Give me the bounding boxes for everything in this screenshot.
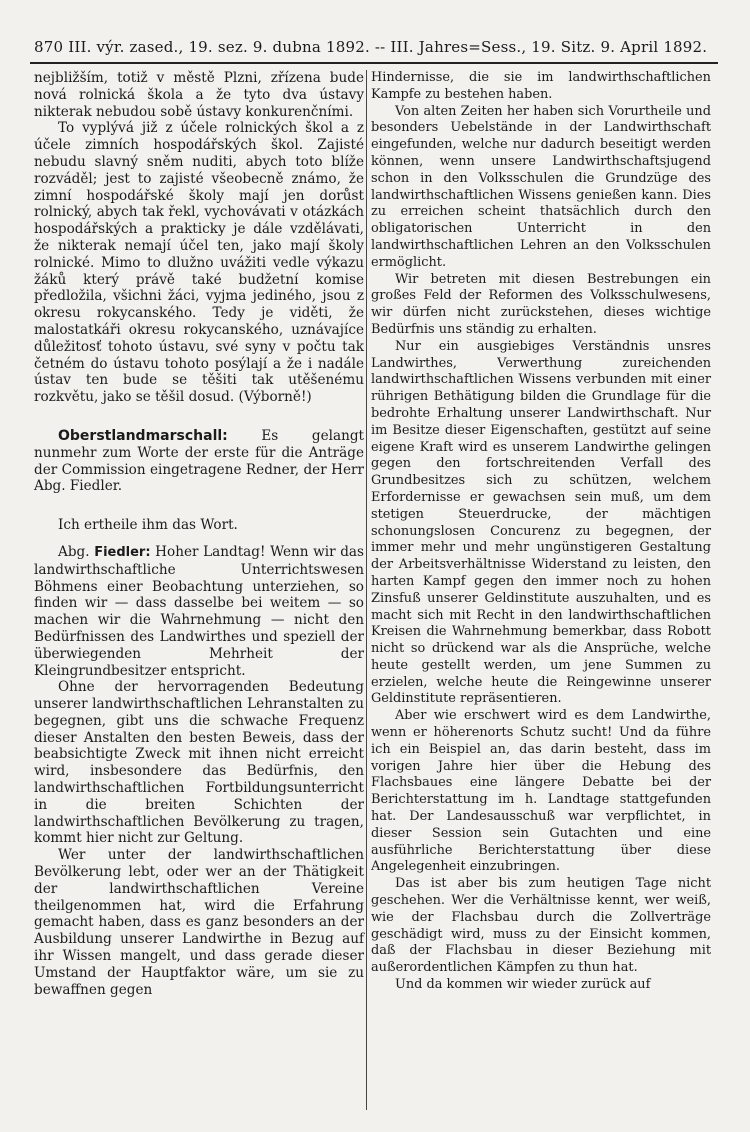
- paragraph: Und da kommen wir wieder zurück auf: [395, 977, 651, 993]
- page-header: 870 III. výr. zased., 19. sez. 9. dubna 1892. -- III. Jahres=Sess., 19. Sitz. 9. April 1892.: [34, 38, 708, 56]
- paragraph: Aber wie erschwert wird es dem Landwirthe, wenn er höherenorts Schutz sucht! Und da führe ich ein Beispiel an, das darin besteht, dass im vorigen Jahre hier über die Hebung des Flachsbaues eine längere Debatte bei der Berichterstattung im h. Landtage stattgefunden hat. Der Landesausschuß war verpflichtet, in dieser Session sein Gutachten und eine ausführliche Berichterstattung über diese Angelegenheit einzubringen.: [371, 708, 711, 875]
- call-paragraph: Ich ertheile ihm das Wort.: [58, 517, 238, 534]
- paragraph: Hindernisse, die sie im landwirthschaftlichen Kampfe zu bestehen haben.: [371, 70, 711, 102]
- left-column: [34, 70, 364, 998]
- right-column: [371, 70, 711, 994]
- german-paragraph: Ohne der hervorragenden Bedeutung unserer landwirthschaftlichen Lehranstalten zu begegnen, gibt uns die schwache Frequenz dieser Anstalten den besten Beweis, dass der beabsichtigte Zweck mit ihnen nicht erreicht wird, insbesondere das Bedürfnis, den landwirthschaftlichen Fortbildungsunterricht in die breiten Schichten der landwirthschaftlichen Bevölkerung zu tragen, kommt hier nicht zur Geltung.: [34, 679, 364, 847]
- speaker-text: Hoher Landtag! Wenn wir das landwirthschaftliche Unterrichtswesen Böhmens einer Beobachtung unterziehen, so finden wir — dass dasselbe bei weitem — so machen wir die Wahrnehmung — nicht den Bedürfnissen des Landwirthes und speziell der überwiegenden Mehrheit der Kleingrundbesitzer entspricht.: [34, 543, 365, 679]
- paragraph: Das ist aber bis zum heutigen Tage nicht geschehen. Wer die Verhältnisse kennt, wer weiß, wie der Flachsbau durch die Zollverträge geschädigt wird, muss zu der Einsicht kommen, daß der Flachsbau in dieser Beziehung mit außerordentlichen Kämpfen zu thun hat.: [371, 876, 711, 976]
- speaker-prefix: Abg.: [58, 543, 90, 560]
- speaker-name: Oberstlandmarschall:: [58, 427, 228, 444]
- header-rule: [30, 62, 718, 64]
- paragraph: Von alten Zeiten her haben sich Vorurtheile und besonders Uebelstände in der Landwirthschaft eingefunden, welche nur dadurch beseitigt werden können, wenn unsere Landwirthschaftsjugend schon in den Volksschulen die Grundzüge des landwirthschaftlichen Wissens genießen kann. Dies zu erreichen scheint thatsächlich durch den obligatorischen Unterricht in den landwirthschaftlichen Lehren an den Volksschulen ermöglicht.: [371, 103, 711, 270]
- german-paragraph: Wer unter der landwirthschaftlichen Bevölkerung lebt, oder wer an der Thätigkeit der landwirthschaftlichen Vereine theilgenommen hat, wird die Erfahrung gemacht haben, dass es ganz besonders an der Ausbildung unserer Landwirthe in Bezug auf ihr Wissen mangelt, und dass gerade dieser Umstand der Hauptfaktor wäre, um sie zu bewaffnen gegen: [34, 847, 364, 998]
- speaker-text: Es gelangt nunmehr zum Worte der erste für die Anträge der Commission eingetragene Redner, der Herr Abg. Fiedler.: [34, 427, 364, 495]
- czech-paragraph: nejbližším, totiž v městě Plzni, zřízena bude nová rolnická škola a že tyto dva ústavy nikterak nebudou sobě ústavy konkurenčními.: [34, 70, 364, 120]
- speaker-name: Fiedler:: [94, 544, 151, 560]
- paragraph: Wir betreten mit diesen Bestrebungen ein großes Feld der Reformen des Volksschulwesens, wir dürfen nicht zurückstehen, dieses wichtige Bedürfnis uns ständig zu erhalten.: [371, 271, 711, 337]
- speaker-paragraph: [34, 428, 364, 495]
- paragraph: Nur ein ausgiebiges Verständnis unsres Landwirthes, Verwerthung zureichenden landwirthschaftlichen Wissens verbunden mit einer rührigen Bethätigung bilden die Grundlage für die bedrohte Erhaltung unserer Landwirthschaft. Nur im Besitze dieser Eigenschaften, gestützt auf seine eigene Kraft wird es unserem Landwirthe gelingen gegen den fortschreitenden Verfall des Grundbesitzes sich zu schützen, welchem Erfordernisse er gewachsen sein muß, um dem stetigen Steuerdrucke, der mächtigen schonungslosen Concurenz zu begegnen, der immer mehr und mehr ungünstigeren Gestaltung der Arbeitsverhältnisse Widerstand zu leisten, den harten Kampf gegen den immer noch zu hohen Zinsfuß unserer Geldinstitute auszuhalten, und es macht sich mit Recht in den landwirthschaftlichen Kreisen die Wahrnehmung bemerkbar, dass Robott nicht so drückend war als die Ansprüche, welche heute gestellt werden, um jene Summen zu erzielen, welche heute die Reingewinne unserer Geldinstitute repräsentieren.: [371, 338, 711, 707]
- column-divider: [366, 70, 367, 1110]
- czech-paragraph: To vyplývá již z účele rolnických škol a z účele zimních hospodářských škol. Zajisté nebudu slavný sněm nuditi, abych toto blíže rozváděl; jest to zajisté všeobecně známo, že zimní hospodářské školy mají jen dorůst rolnický, abych tak řekl, vychovávati v otázkách hospodářských a prakticky je dále vzdělávati, že nikterak nemají účel ten, jako mají školy rolnické. Mimo to dlužno uvážiti vedle výkazu žáků který právě také budžetní komise předložila, všichni žáci, vyjma jediného, jsou z okresu rokycanského. Tedy je viděti, že malostatkáři okresu rokycanského, uznávajíce důležitosť tohoto ústavu, své syny v počtu tak četném do ústavu tohoto posýlají a že i nadále ústav ten bude se těšiti tak utěšenému rozkvětu, jako se těšil dosud. (Výborně!): [34, 120, 364, 406]
- speaker-paragraph: [34, 544, 364, 679]
